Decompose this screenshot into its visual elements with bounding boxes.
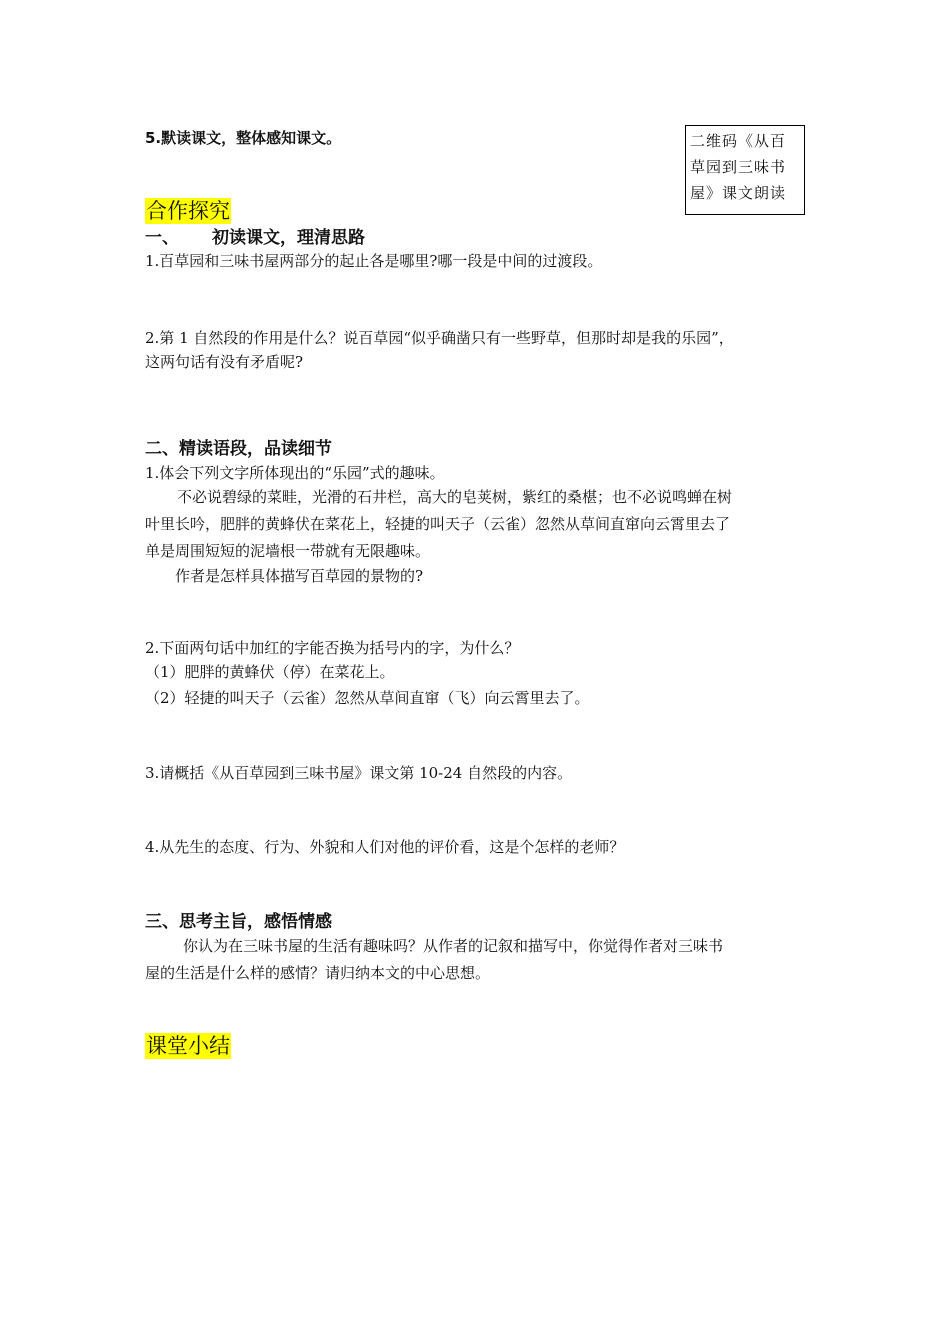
section2-question1: 1.体会下列文字所体现出的“乐园”式的趣味。: [145, 464, 445, 482]
section1-number: 一、: [145, 228, 179, 248]
section1-title: 初读课文，理清思路: [212, 228, 365, 248]
quote-line3: 单是周围短短的泥墙根一带就有无限趣味。: [145, 542, 431, 560]
step5-instruction: 5.默读课文，整体感知课文。: [145, 129, 342, 147]
section2-question2-a: （1）肥胖的黄蜂伏（停）在菜花上。: [145, 663, 395, 681]
section1-question2-line2: 这两句话有没有矛盾呢?: [145, 353, 304, 371]
section2-question4: 4.从先生的态度、行为、外貌和人们对他的评价看，这是个怎样的老师？: [145, 838, 625, 856]
section3-line2: 屋的生活是什么样的感情？请归纳本文的中心思想。: [145, 964, 491, 982]
section2-question2-b: （2）轻捷的叫天子（云雀）忽然从草间直窜（飞）向云霄里去了。: [145, 689, 590, 707]
section2-question3: 3.请概括《从百草园到三味书屋》课文第 10-24 自然段的内容。: [145, 764, 573, 782]
heading-ketang-xiaojie: 课堂小结: [146, 1034, 230, 1058]
quote-line1: 不必说碧绿的菜畦，光滑的石井栏，高大的皂荚树，紫红的桑椹；也不必说鸣蝉在树: [177, 488, 733, 506]
section1-question2-line1: 2.第 1 自然段的作用是什么？说百草园“似乎确凿只有一些野草，但那时却是我的乐园”，: [145, 329, 734, 347]
qr-code-placeholder[interactable]: 二维码《从百草园到三味书屋》课文朗读: [685, 125, 805, 215]
quote-line2: 叶里长吟，肥胖的黄蜂伏在菜花上，轻捷的叫天子（云雀）忽然从草间直窜向云霄里去了: [145, 515, 731, 533]
section3-line1: 你认为在三味书屋的生活有趣味吗？从作者的记叙和描写中，你觉得作者对三味书: [183, 937, 724, 955]
section3-title: 三、思考主旨，感悟情感: [145, 912, 332, 932]
section1-question1: 1.百草园和三味书屋两部分的起止各是哪里?哪一段是中间的过渡段。: [145, 252, 603, 270]
section2-title: 二、精读语段，品读细节: [145, 439, 332, 459]
section2-question1-ask: 作者是怎样具体描写百草园的景物的?: [175, 567, 424, 585]
heading-hezuo-tanjiu: 合作探究: [146, 199, 230, 223]
section2-question2: 2.下面两句话中加红的字能否换为括号内的字，为什么？: [145, 639, 520, 657]
